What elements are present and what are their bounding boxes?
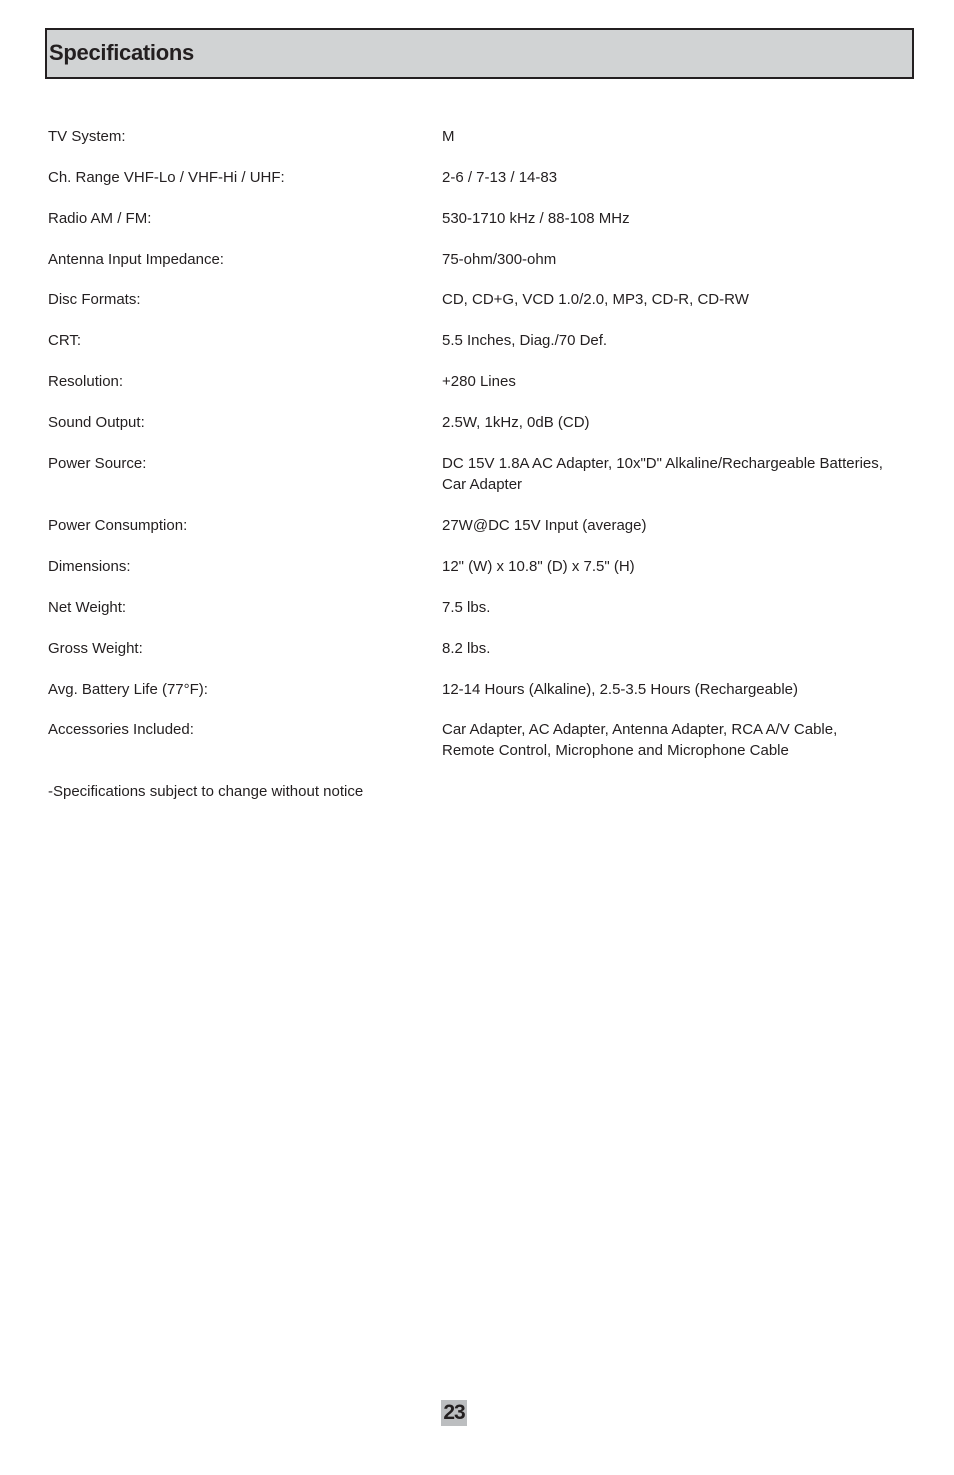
footnote: -Specifications subject to change without notice: [48, 783, 364, 800]
spec-value: [442, 126, 912, 147]
spec-value-line: 530-1710 kHz / 88-108 MHz: [442, 210, 630, 227]
spec-value: [442, 679, 912, 700]
spec-value-line: 8.2 lbs.: [442, 640, 491, 657]
page-number: 23: [441, 1400, 467, 1426]
spec-label: TV System:: [48, 128, 126, 145]
page-title: Specifications: [49, 40, 194, 65]
spec-value-line: M: [442, 128, 455, 145]
spec-label: Power Consumption:: [48, 517, 188, 534]
spec-label: Resolution:: [48, 373, 124, 390]
spec-value-line: DC 15V 1.8A AC Adapter, 10x"D" Alkaline/Rechargeable Batteries,: [442, 455, 883, 472]
spec-value-line: 2.5W, 1kHz, 0dB (CD): [442, 414, 590, 431]
spec-value-line: Car Adapter: [442, 476, 523, 493]
spec-value: [442, 167, 912, 188]
spec-value-line: 7.5 lbs.: [442, 599, 491, 616]
spec-label: Disc Formats:: [48, 291, 141, 308]
spec-value: [442, 556, 912, 577]
spec-label: Avg. Battery Life (77°F):: [48, 681, 208, 698]
spec-label: Gross Weight:: [48, 640, 143, 657]
spec-label: Net Weight:: [48, 599, 127, 616]
spec-label: Antenna Input Impedance:: [48, 251, 224, 268]
spec-label: CRT:: [48, 332, 82, 349]
spec-value: [442, 330, 912, 351]
spec-value: [442, 371, 912, 392]
spec-label: Power Source:: [48, 455, 147, 472]
spec-value: [442, 249, 912, 270]
spec-label: Accessories Included:: [48, 721, 194, 738]
spec-value-line: 12-14 Hours (Alkaline), 2.5-3.5 Hours (Rechargeable): [442, 681, 799, 698]
spec-value-line: 12" (W) x 10.8" (D) x 7.5" (H): [442, 558, 635, 575]
spec-value: [442, 208, 912, 229]
spec-value: [442, 453, 912, 495]
spec-label: Dimensions:: [48, 558, 131, 575]
spec-label: Ch. Range VHF-Lo / VHF-Hi / UHF:: [48, 169, 285, 186]
spec-value-line: 2-6 / 7-13 / 14-83: [442, 169, 558, 186]
spec-value: [442, 412, 912, 433]
spec-value: [442, 597, 912, 618]
spec-value-line: CD, CD+G, VCD 1.0/2.0, MP3, CD-R, CD-RW: [442, 291, 749, 308]
spec-label: Sound Output:: [48, 414, 145, 431]
spec-value-line: Car Adapter, AC Adapter, Antenna Adapter, RCA A/V Cable,: [442, 721, 838, 738]
spec-value-line: +280 Lines: [442, 373, 516, 390]
section-header: [45, 28, 914, 79]
spec-value-line: 27W@DC 15V Input (average): [442, 517, 647, 534]
spec-value: [442, 638, 912, 659]
spec-value-line: 5.5 Inches, Diag./70 Def.: [442, 332, 608, 349]
spec-value: [442, 719, 912, 761]
spec-value-line: Remote Control, Microphone and Microphone Cable: [442, 742, 789, 759]
spec-label: Radio AM / FM:: [48, 210, 152, 227]
spec-value: [442, 289, 912, 310]
spec-value-line: 75-ohm/300-ohm: [442, 251, 557, 268]
spec-value: [442, 515, 912, 536]
